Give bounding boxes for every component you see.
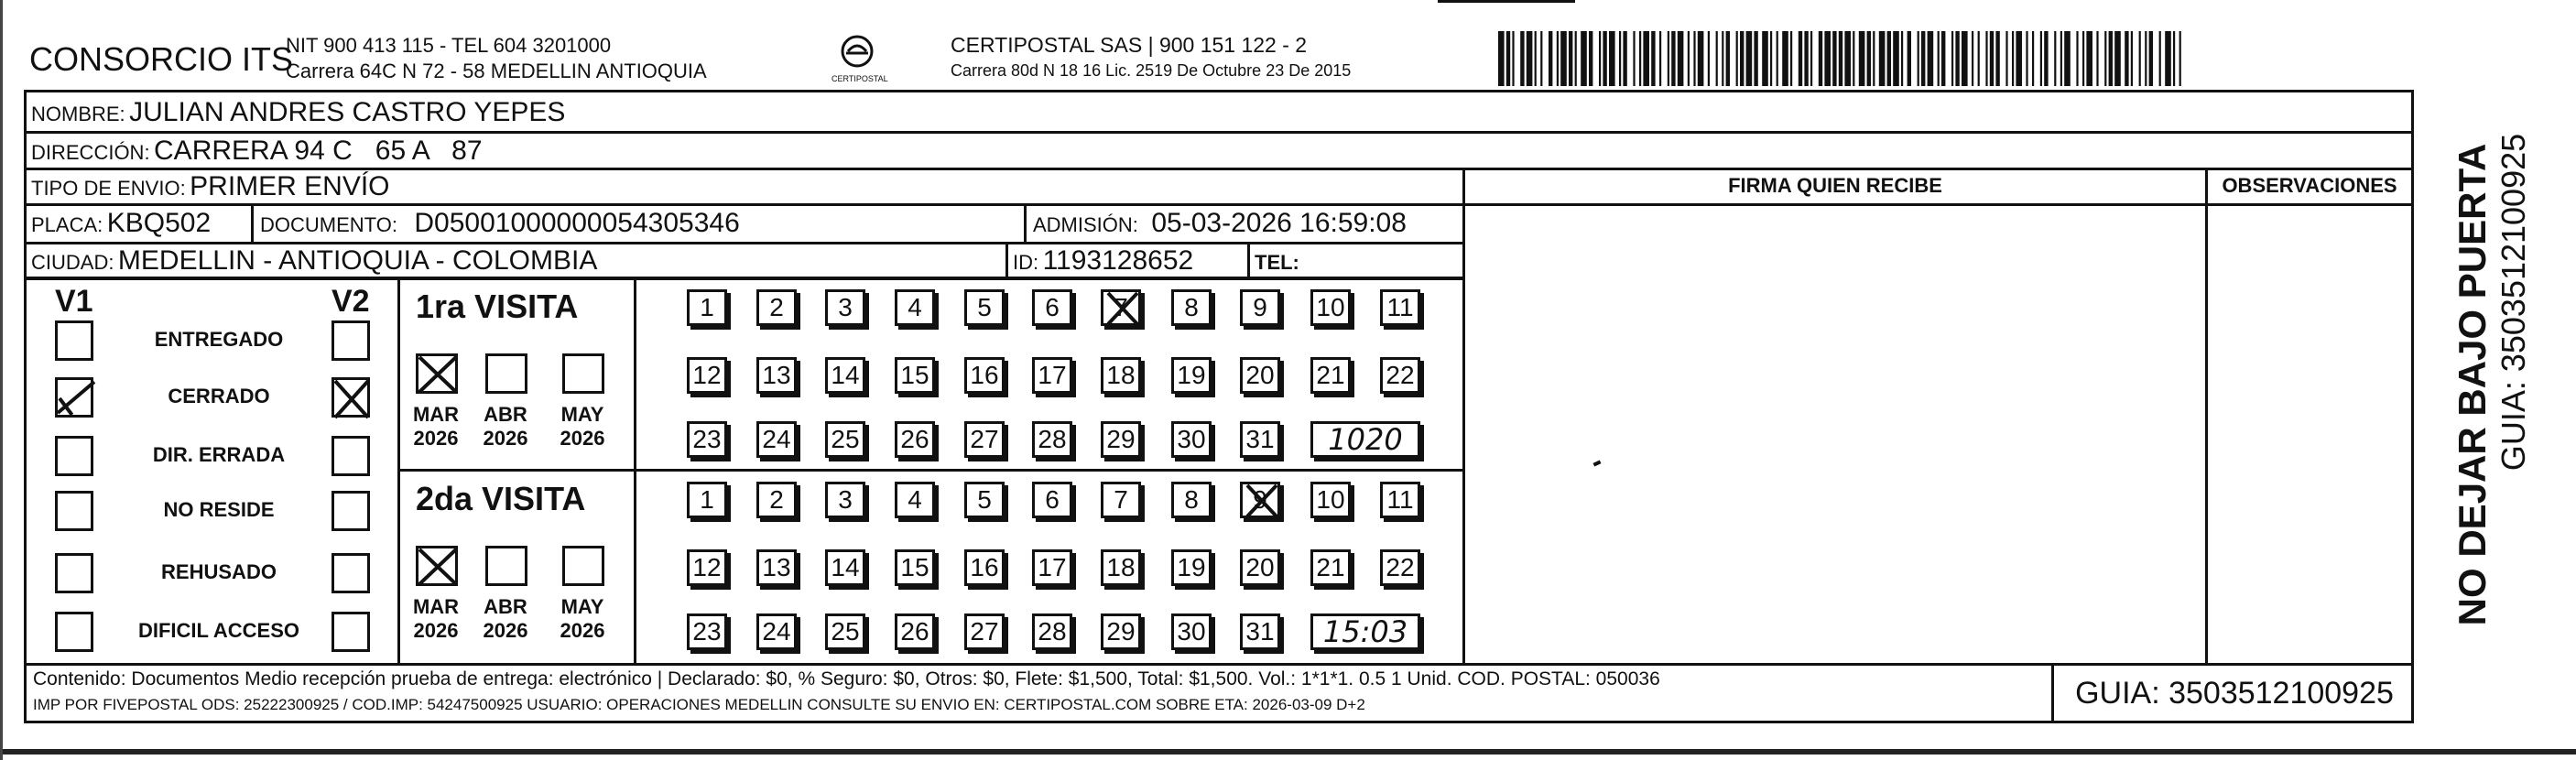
day-box[interactable]: 31 <box>1240 421 1280 458</box>
barcode-bar <box>1879 31 1886 86</box>
day-box[interactable]: 8 <box>1171 482 1212 518</box>
day-box[interactable]: 7 <box>1101 289 1141 326</box>
day-box[interactable]: 26 <box>895 613 935 650</box>
barcode-bar <box>1887 31 1891 86</box>
barcode-bar <box>1995 31 1999 86</box>
day-box[interactable]: 18 <box>1101 549 1141 586</box>
status-label: DIR. ERRADA <box>152 443 286 466</box>
day-box[interactable]: 21 <box>1310 357 1351 394</box>
id-field <box>1013 245 1193 277</box>
barcode-bar <box>1603 31 1606 86</box>
barcode-bar <box>1540 31 1542 86</box>
barcode-bar <box>1623 31 1626 86</box>
day-box[interactable]: 1 <box>687 482 727 518</box>
col-divider <box>1024 203 1027 244</box>
barcode-bar <box>1804 31 1808 86</box>
day-box[interactable]: 24 <box>756 613 797 650</box>
month-checkbox[interactable] <box>562 546 604 586</box>
day-box[interactable]: 13 <box>756 357 797 394</box>
barcode-bar <box>1782 31 1788 86</box>
barcode-bar <box>1651 31 1655 86</box>
v1-label: V1 <box>55 284 93 319</box>
row-divider <box>397 469 1464 472</box>
barcode-bar <box>2104 31 2106 86</box>
day-box[interactable]: 14 <box>825 549 865 586</box>
no-dejar-bajo-puerta: NO DEJAR BAJO PUERTA <box>2451 143 2494 626</box>
status-v1-checkbox[interactable] <box>55 612 93 652</box>
day-box[interactable]: 11 <box>1380 289 1420 326</box>
signature-area[interactable] <box>1465 206 2205 664</box>
status-label: DIFICIL ACCESO <box>137 619 299 642</box>
day-box[interactable]: 25 <box>825 613 865 650</box>
barcode-bar <box>1762 31 1768 86</box>
x-mark-icon <box>1105 290 1140 327</box>
col-divider <box>2051 663 2054 723</box>
documento-value: D05001000000054305346 <box>414 208 740 238</box>
barcode-bar <box>1668 31 1669 86</box>
top-edge-line <box>1438 0 1575 3</box>
month-year: 2026 <box>560 619 605 642</box>
day-box[interactable]: 13 <box>756 549 797 586</box>
barcode-bar <box>2005 31 2007 86</box>
day-box[interactable]: 30 <box>1171 613 1212 650</box>
barcode-bar <box>1671 31 1675 86</box>
ciudad-value: MEDELLIN - ANTIOQUIA - COLOMBIA <box>117 245 598 276</box>
barcode-bar <box>1990 31 1994 86</box>
barcode-bar <box>2114 31 2121 86</box>
x-mark-icon <box>417 354 459 395</box>
barcode-bar <box>1941 31 1945 86</box>
barcode-bar <box>1581 31 1587 86</box>
status-v2-checkbox[interactable] <box>332 436 370 476</box>
handwritten-time-box[interactable] <box>1310 421 1420 458</box>
day-box[interactable]: 25 <box>825 421 865 458</box>
status-v2-checkbox[interactable] <box>332 377 370 418</box>
row-divider <box>24 277 1464 280</box>
handwritten-time-box[interactable] <box>1310 613 1420 650</box>
documento-field <box>260 208 740 239</box>
month-year: 2026 <box>483 427 528 450</box>
barcode-bar <box>2054 31 2056 86</box>
day-box[interactable]: 9 <box>1240 289 1280 326</box>
barcode-bar <box>1619 31 1621 86</box>
barcode-bar <box>2016 31 2022 86</box>
status-v1-checkbox[interactable] <box>55 377 93 418</box>
day-box[interactable]: 17 <box>1032 549 1072 586</box>
col-divider <box>1247 242 1250 278</box>
barcode-bar <box>2082 31 2084 86</box>
day-box[interactable]: 17 <box>1032 357 1072 394</box>
barcode-bar <box>2145 31 2147 86</box>
certipostal-license: Carrera 80d N 18 16 Lic. 2519 De Octubre 23 De 2015 <box>951 61 1352 80</box>
barcode-bar <box>1639 31 1641 86</box>
barcode-bar <box>1867 31 1871 86</box>
logo-caption: CERTIPOSTAL <box>831 74 888 83</box>
certipostal-logo <box>831 33 888 83</box>
certipostal-info: CERTIPOSTAL SAS | 900 151 122 - 2 <box>951 33 1308 57</box>
barcode-bar <box>1839 31 1842 86</box>
barcode-bar <box>1754 31 1757 86</box>
day-box[interactable]: 27 <box>964 421 1005 458</box>
status-v2-checkbox[interactable] <box>332 553 370 593</box>
month-checkbox[interactable] <box>485 546 527 586</box>
barcode-bar <box>1790 31 1792 86</box>
handwritten-time: 15:03 <box>1322 614 1408 649</box>
month-year: 2026 <box>560 427 605 450</box>
direccion-label: DIRECCIÓN: <box>31 141 150 164</box>
month-label: ABR <box>484 403 527 426</box>
visit-title: 1ra VISITA <box>416 288 579 325</box>
barcode-bar <box>1893 31 1899 86</box>
status-v1-checkbox[interactable] <box>55 320 93 361</box>
barcode-bar <box>2032 31 2034 86</box>
month-label: MAR <box>412 403 460 426</box>
barcode-bar <box>1678 31 1684 86</box>
barcode-bar <box>1740 31 1744 86</box>
status-label: ENTREGADO <box>154 328 284 351</box>
barcode-bar <box>2179 31 2181 86</box>
status-v1-checkbox[interactable] <box>55 491 93 531</box>
barcode-bar <box>2131 31 2133 86</box>
x-mark-icon <box>1245 483 1279 519</box>
day-box[interactable]: 30 <box>1171 421 1212 458</box>
day-box[interactable]: 28 <box>1032 613 1072 650</box>
barcode-bar <box>2040 31 2042 86</box>
left-edge-line <box>0 0 3 760</box>
barcode-bar <box>1557 31 1559 86</box>
month-checkbox[interactable] <box>416 546 458 586</box>
documento-label: DOCUMENTO: <box>260 213 397 236</box>
day-box[interactable]: 11 <box>1380 482 1420 518</box>
day-box[interactable]: 16 <box>964 549 1005 586</box>
company-address: Carrera 64C N 72 - 58 MEDELLIN ANTIOQUIA <box>286 60 707 82</box>
barcode-bar <box>1633 31 1635 86</box>
month-label: MAY <box>560 595 604 618</box>
day-box[interactable]: 31 <box>1240 613 1280 650</box>
nombre-label: NOMBRE: <box>31 103 125 125</box>
bottom-edge-line <box>0 749 2576 755</box>
day-box[interactable]: 27 <box>964 613 1005 650</box>
day-box[interactable]: 29 <box>1101 421 1141 458</box>
x-mark-icon <box>417 547 459 587</box>
barcode-bar <box>1527 31 1533 86</box>
placa-label: PLACA: <box>31 213 103 236</box>
col-divider <box>1005 242 1008 278</box>
barcode-bar <box>1921 31 1925 86</box>
barcode <box>1498 31 2187 86</box>
barcode-bar <box>2159 31 2161 86</box>
barcode-bar <box>2125 31 2128 86</box>
barcode-bar <box>2044 31 2048 86</box>
day-box[interactable]: 19 <box>1171 357 1212 394</box>
id-label: ID: <box>1013 251 1039 274</box>
barcode-bar <box>1908 31 1911 86</box>
barcode-bar <box>1569 31 1572 86</box>
day-box[interactable]: 21 <box>1310 549 1351 586</box>
tipo-envio-label: TIPO DE ENVIO: <box>31 177 186 200</box>
visit-title: 2da VISITA <box>416 480 586 517</box>
barcode-bar <box>2149 31 2153 86</box>
tel-field <box>1255 245 1299 277</box>
barcode-bar <box>1799 31 1802 86</box>
barcode-bar <box>1978 31 1980 86</box>
day-box[interactable]: 19 <box>1171 549 1212 586</box>
day-box[interactable]: 15 <box>895 357 935 394</box>
day-box[interactable]: 22 <box>1380 549 1420 586</box>
barcode-bar <box>1770 31 1772 86</box>
month-label: ABR <box>484 595 527 618</box>
observaciones-label: OBSERVACIONES <box>2222 174 2397 197</box>
barcode-bar <box>1832 31 1836 86</box>
month-checkbox[interactable] <box>562 353 604 394</box>
barcode-bar <box>1810 31 1812 86</box>
day-box[interactable]: 8 <box>1171 289 1212 326</box>
day-box[interactable]: 22 <box>1380 357 1420 394</box>
handwritten-time: 1020 <box>1328 422 1403 457</box>
firma-quien-recibe-label: FIRMA QUIEN RECIBE <box>1728 174 1942 197</box>
barcode-bar <box>1693 31 1695 86</box>
barcode-bar <box>1575 31 1577 86</box>
barcode-bar <box>1859 31 1865 86</box>
tel-label: TEL: <box>1255 251 1299 274</box>
barcode-bar <box>1708 31 1710 86</box>
barcode-bar <box>1549 31 1552 86</box>
placa-value: KBQ502 <box>106 208 212 238</box>
barcode-bar <box>2109 31 2113 86</box>
tipo-envio-field <box>31 171 390 202</box>
barcode-bar <box>1643 31 1649 86</box>
barcode-bar <box>1918 31 1919 86</box>
day-box[interactable]: 2 <box>756 482 797 518</box>
footer-imp: IMP POR FIVEPOSTAL ODS: 25222300925 / COD.IMP: 54247500925 USUARIO: OPERACIONES MEDELLIN CONSULTE SU ENVIO EN: CERTIPOSTAL.COM SOBRE ETA: 2026-03-09 D+2 <box>33 696 1365 713</box>
direccion-field <box>31 136 483 167</box>
day-box[interactable]: 18 <box>1101 357 1141 394</box>
id-value: 1193128652 <box>1042 245 1194 276</box>
day-box[interactable]: 24 <box>756 421 797 458</box>
status-label: REHUSADO <box>161 560 277 583</box>
barcode-bar <box>1938 31 1940 86</box>
barcode-bar <box>1589 31 1592 86</box>
barcode-bar <box>1722 31 1723 86</box>
barcode-bar <box>1506 31 1510 86</box>
barcode-bar <box>1736 31 1738 86</box>
day-box[interactable]: 2 <box>756 289 797 326</box>
month-checkbox[interactable] <box>485 353 527 394</box>
month-label: MAR <box>412 595 460 618</box>
barcode-bar <box>1716 31 1718 86</box>
barcode-bar <box>1985 31 1987 86</box>
day-box[interactable]: 3 <box>825 289 865 326</box>
barcode-bar <box>2165 31 2171 86</box>
nombre-field <box>31 97 565 128</box>
barcode-bar <box>1498 31 1505 86</box>
barcode-bar <box>1901 31 1903 86</box>
day-box[interactable]: 12 <box>687 549 727 586</box>
day-box[interactable]: 14 <box>825 357 865 394</box>
barcode-bar <box>2064 31 2071 86</box>
day-box[interactable]: 16 <box>964 357 1005 394</box>
month-year: 2026 <box>413 619 459 642</box>
day-box[interactable]: 5 <box>964 289 1005 326</box>
barcode-bar <box>1560 31 1567 86</box>
barcode-bar <box>1972 31 1973 86</box>
status-v1-checkbox[interactable] <box>55 553 93 593</box>
barcode-bar <box>2060 31 2062 86</box>
placa-field <box>31 208 211 239</box>
month-year: 2026 <box>483 619 528 642</box>
nombre-value: JULIAN ANDRES CASTRO YEPES <box>129 97 566 127</box>
barcode-bar <box>1824 31 1831 86</box>
barcode-bar <box>1698 31 1704 86</box>
row-divider <box>24 663 2414 666</box>
col-divider <box>2411 168 2414 665</box>
direccion-value: CARRERA 94 C 65 A 87 <box>154 136 483 166</box>
barcode-bar <box>2076 31 2078 86</box>
barcode-bar <box>2012 31 2014 86</box>
footer-guia: GUIA: 3503512100925 <box>2075 676 2394 711</box>
company-name: CONSORCIO ITS <box>29 40 294 78</box>
admision-field <box>1033 208 1407 239</box>
barcode-bar <box>1844 31 1851 86</box>
barcode-bar <box>2096 31 2098 86</box>
status-v2-checkbox[interactable] <box>332 612 370 652</box>
day-box[interactable]: 3 <box>825 482 865 518</box>
day-box[interactable]: 26 <box>895 421 935 458</box>
status-label: NO RESIDE <box>163 498 275 521</box>
day-box[interactable]: 29 <box>1101 613 1141 650</box>
barcode-bar <box>2139 31 2141 86</box>
day-box[interactable]: 28 <box>1032 421 1072 458</box>
day-box[interactable]: 20 <box>1240 549 1280 586</box>
barcode-bar <box>2026 31 2027 86</box>
barcode-bar <box>2173 31 2175 86</box>
day-box[interactable]: 5 <box>964 482 1005 518</box>
admision-value: 05-03-2026 16:59:08 <box>1151 208 1407 238</box>
observaciones-area[interactable] <box>2208 206 2411 664</box>
footer-contenido: Contenido: Documentos Medio recepción prueba de entrega: electrónico | Declarado: $0, % Seguro: $0, Otros: $0, Flete: $1,500, Total: $1,500. Vol.: 1*1*1. 0.5 1 Unid. COD. POSTAL: 050036 <box>33 668 1660 689</box>
barcode-bar <box>1777 31 1778 86</box>
barcode-bar <box>1955 31 1959 86</box>
day-box[interactable]: 4 <box>895 289 935 326</box>
ciudad-field <box>31 245 597 277</box>
barcode-bar <box>1819 31 1822 86</box>
certipostal-logo-icon <box>831 33 883 70</box>
barcode-bar <box>1520 31 1524 86</box>
day-box[interactable]: 9 <box>1240 482 1280 518</box>
barcode-bar <box>1746 31 1753 86</box>
status-v2-checkbox[interactable] <box>332 320 370 361</box>
row-divider <box>24 168 2414 170</box>
barcode-bar <box>1873 31 1875 86</box>
status-label: CERRADO <box>168 385 270 407</box>
barcode-bar <box>1951 31 1953 86</box>
day-box[interactable]: 15 <box>895 549 935 586</box>
v2-label: V2 <box>332 284 370 319</box>
barcode-bar <box>1659 31 1661 86</box>
barcode-bar <box>1928 31 1934 86</box>
tipo-envio-value: PRIMER ENVÍO <box>190 171 390 201</box>
x-mark-icon <box>56 378 96 418</box>
month-label: MAY <box>560 403 604 426</box>
barcode-bar <box>1512 31 1514 86</box>
month-year: 2026 <box>413 427 459 450</box>
day-box[interactable]: 12 <box>687 357 727 394</box>
day-box[interactable]: 23 <box>687 421 727 458</box>
barcode-bar <box>1609 31 1615 86</box>
barcode-bar <box>1535 31 1537 86</box>
barcode-bar <box>2086 31 2092 86</box>
admision-label: ADMISIÓN: <box>1033 213 1138 236</box>
x-mark-icon <box>332 378 371 420</box>
day-box[interactable]: 6 <box>1032 289 1072 326</box>
status-v2-checkbox[interactable] <box>332 491 370 531</box>
status-v1-checkbox[interactable] <box>55 436 93 476</box>
company-nit: NIT 900 413 115 - TEL 604 3201000 <box>286 34 612 57</box>
day-box[interactable]: 6 <box>1032 482 1072 518</box>
month-checkbox[interactable] <box>416 353 458 394</box>
day-box[interactable]: 7 <box>1101 482 1141 518</box>
day-box[interactable]: 10 <box>1310 289 1351 326</box>
barcode-bar <box>1853 31 1854 86</box>
row-divider <box>24 131 2414 134</box>
barcode-bar <box>1726 31 1730 86</box>
ciudad-label: CIUDAD: <box>31 251 114 274</box>
day-box[interactable]: 4 <box>895 482 935 518</box>
barcode-bar <box>1688 31 1690 86</box>
col-divider <box>251 203 254 244</box>
day-box[interactable]: 1 <box>687 289 727 326</box>
guia-vertical: GUIA: 3503512100925 <box>2494 133 2532 472</box>
barcode-bar <box>1962 31 1968 86</box>
day-box[interactable]: 10 <box>1310 482 1351 518</box>
barcode-bar <box>1599 31 1601 86</box>
day-box[interactable]: 20 <box>1240 357 1280 394</box>
day-box[interactable]: 23 <box>687 613 727 650</box>
